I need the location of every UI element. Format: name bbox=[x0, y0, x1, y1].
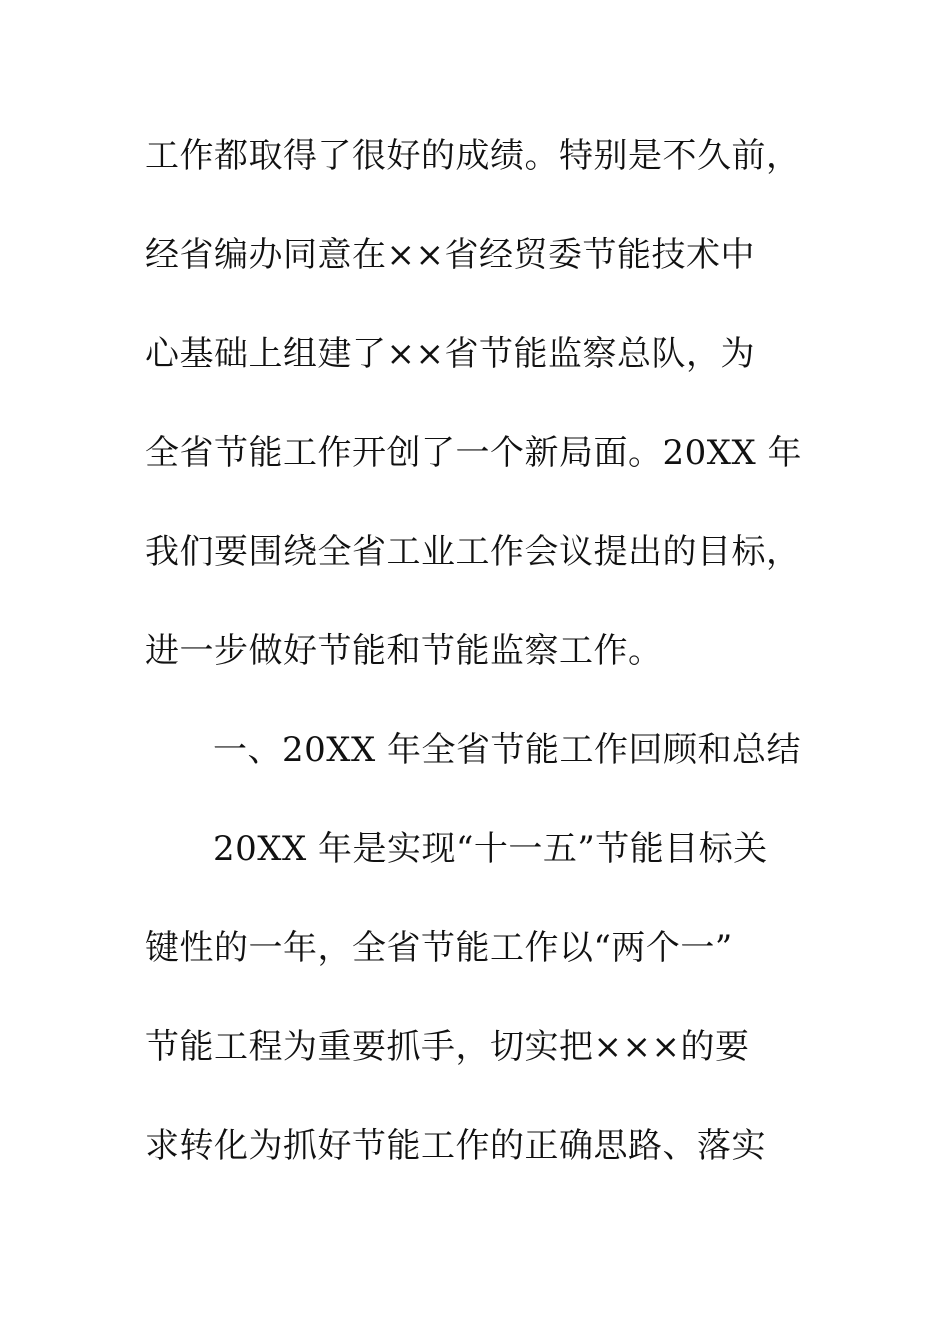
text-line: 进一步做好节能和节能监察工作。 bbox=[145, 631, 663, 671]
text-line: 节能工程为重要抓手，切实把×××的要 bbox=[145, 1027, 750, 1067]
text-line: 我们要围绕全省工业工作会议提出的目标， bbox=[145, 532, 801, 572]
text-line: 键性的一年，全省节能工作以“两个一” bbox=[145, 928, 733, 968]
text-line: 经省编办同意在××省经贸委节能技术中 bbox=[145, 235, 755, 275]
body-text bbox=[145, 128, 805, 1217]
paragraph-first-line: 20XX 年是实现“十一五”节能目标关 bbox=[213, 829, 768, 869]
text-line: 心基础上组建了××省节能监察总队，为 bbox=[145, 334, 755, 374]
section-heading: 一、20XX 年全省节能工作回顾和总结 bbox=[213, 730, 801, 770]
text-line: 全省节能工作开创了一个新局面。20XX 年 bbox=[145, 433, 802, 473]
text-line: 工作都取得了很好的成绩。特别是不久前， bbox=[145, 136, 801, 176]
text-line: 求转化为抓好节能工作的正确思路、落实 bbox=[145, 1126, 766, 1166]
